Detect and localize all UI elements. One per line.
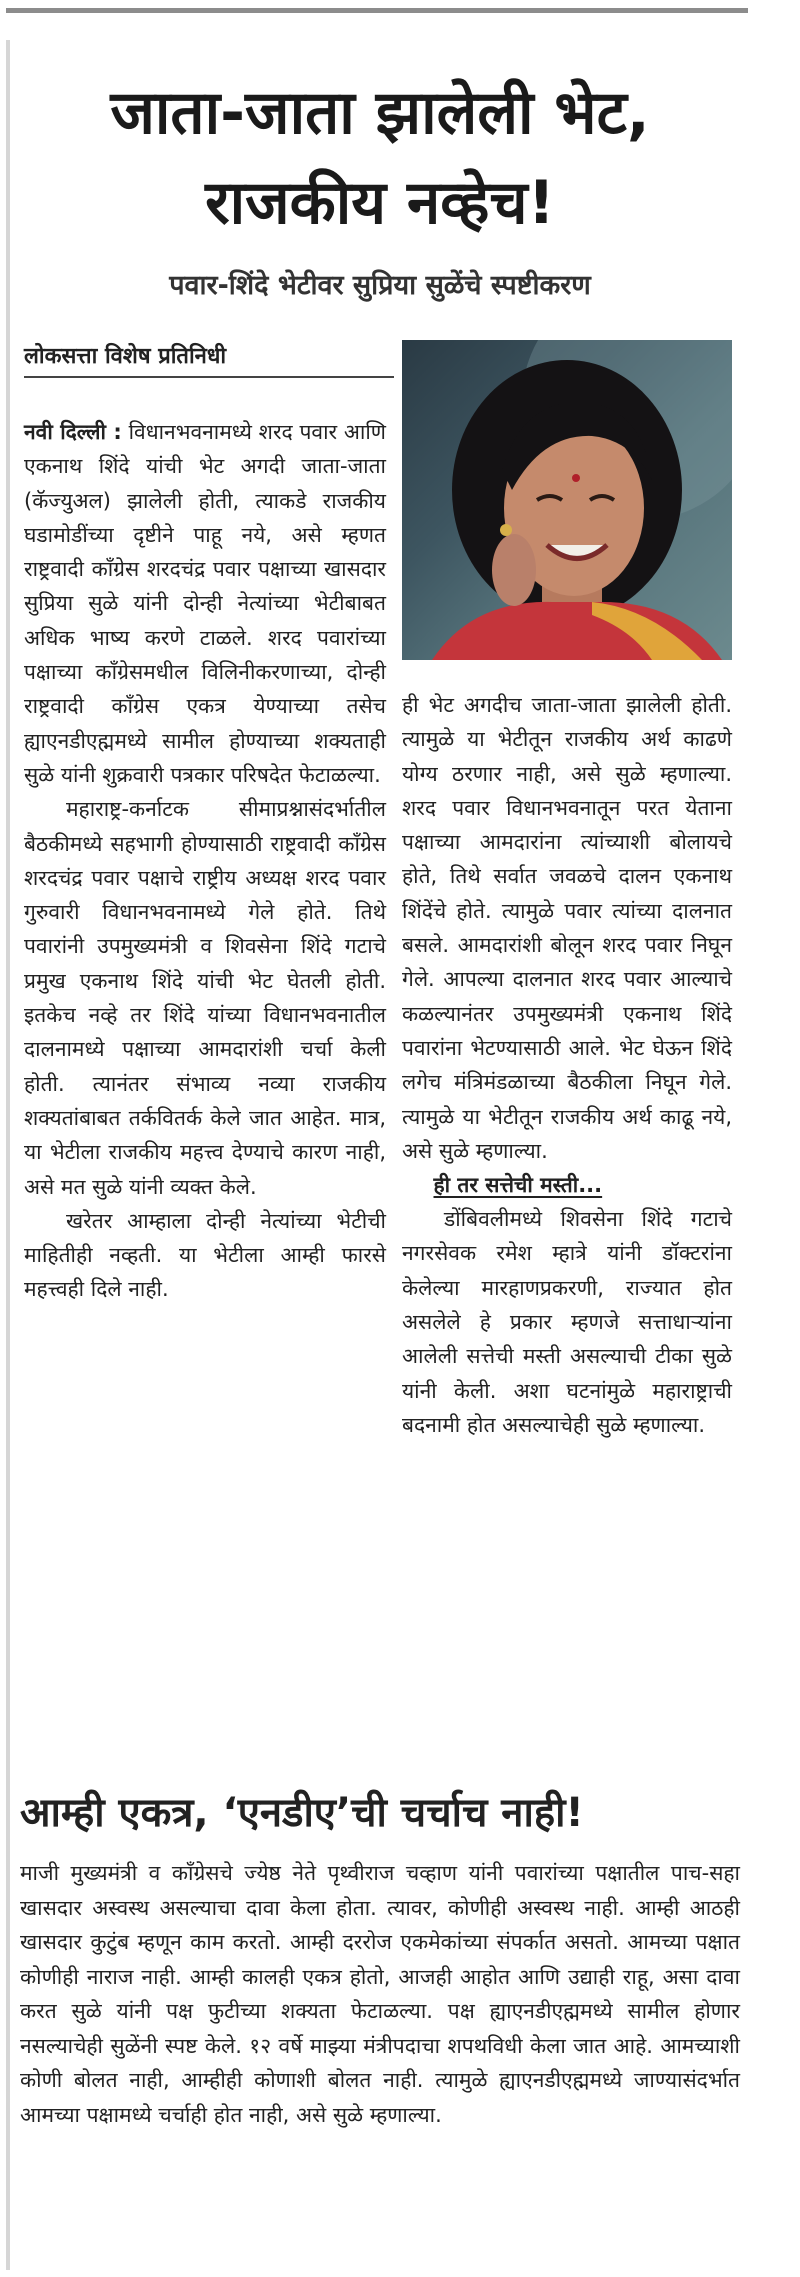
- article-paragraph-1-text: विधानभवनामध्ये शरद पवार आणि एकनाथ शिंदे यांची भेट अगदी जाता-जाता (कॅज्युअल) झालेली होती, त्याकडे राजकीय घडामोडींच्या दृष्टीने पाहू नये, असे म्हणत राष्ट्रवादी काँग्रेस शरदचंद्र पवार पक्षाच्या खासदार सुप्रिया सुळे यांनी दोन्ही नेत्यांच्या भेटीबाबत अधिक भाष्य करणे टाळले. शरद पवारांच्या पक्षाच्या काँग्रेसमधील विलिनीकरणाच्या, दोन्ही राष्ट्रवादी काँग्रेस एकत्र येण्याच्या तसेच ह्याएनडीएह्ममध्ये सामील होण्याच्या शक्यताही सुळे यांनी शुक्रवारी पत्रकार परिषदेत फेटाळल्या.: [24, 420, 386, 787]
- headline-line-1: जाता-जाता झालेली भेट,: [110, 78, 650, 148]
- section-subhead: ही तर सत्तेची मस्ती...: [433, 1173, 603, 1198]
- top-rule: [6, 8, 748, 13]
- article-paragraph-3: खरेतर आम्हाला दोन्ही नेत्यांच्या भेटीची माहितीही नव्हती. या भेटीला आम्ही फारसे महत्त्वही दिले नाही.: [24, 1208, 386, 1302]
- headline: [20, 68, 740, 248]
- article-column-left: [24, 415, 386, 1307]
- box-title: आम्ही एकत्र, ‘एनडीए’ची चर्चाच नाही!: [20, 1790, 584, 1836]
- article-column-right: [402, 688, 732, 1442]
- article-paragraph-5: डोंबिवलीमध्ये शिवसेना शिंदे गटाचे नगरसेवक रमेश म्हात्रे यांनी डॉक्टरांना केलेल्या मारहाणप्रकरणी, राज्यात होत असलेले हे प्रकार म्हणजे सत्ताधाऱ्यांना आलेली सत्तेची मस्ती असल्याची टीका सुळे यांनी केली. अशा घटनांमुळे महाराष्ट्राची बदनामी होत असल्याचेही सुळे म्हणाल्या.: [402, 1207, 732, 1437]
- headline-line-2: राजकीय नव्हेच!: [205, 168, 555, 238]
- box-paragraph: माजी मुख्यमंत्री व काँग्रेसचे ज्येष्ठ नेते पृथ्वीराज चव्हाण यांनी पवारांच्या पक्षातील पाच-सहा खासदार अस्वस्थ असल्याचा दावा केला होता. त्यावर, कोणीही अस्वस्थ नाही. आम्ही आठही खासदार कुटुंब म्हणून काम करतो. आम्ही दररोज एकमेकांच्या संपर्कात असतो. आमच्या पक्षात कोणीही नाराज नाही. आम्ही कालही एकत्र होतो, आजही आहोत आणि उद्याही राहू, असा दावा करत सुळे यांनी पक्ष फुटीच्या शक्यता फेटाळल्या. पक्ष ह्याएनडीएह्ममध्ये सामील होणार नसल्याचेही सुळेंनी स्पष्ट केले. १२ वर्षे माझ्या मंत्रीपदाचा शपथविधी केला जात आहे. आमच्याशी कोणी बोलत नाही, आम्हीही कोणाशी बोलत नाही. त्यामुळे ह्याएनडीएह्ममध्ये जाण्यासंदर्भात आमच्या पक्षामध्ये चर्चाही होत नाही, असे सुळे म्हणाल्या.: [20, 1861, 740, 2127]
- byline: लोकसत्ता विशेष प्रतिनिधी: [24, 342, 394, 378]
- article-paragraph-2: महाराष्ट्र-कर्नाटक सीमाप्रश्नासंदर्भातील बैठकीमध्ये सहभागी होण्यासाठी राष्ट्रवादी काँग्रेस शरदचंद्र पवार पक्षाचे राष्ट्रीय अध्यक्ष शरद पवार गुरुवारी विधानभवनामध्ये गेले होते. तिथे पवारांनी उपमुख्यमंत्री व शिवसेना शिंदे गटाचे प्रमुख एकनाथ शिंदे यांची भेट घेतली होती. इतकेच नव्हे तर शिंदे यांच्या विधानभवनातील दालनामध्ये पक्षाच्या आमदारांशी चर्चा केली होती. त्यानंतर संभाव्य नव्या राजकीय शक्यतांबाबत तर्कवितर्क केले जात आहेत. मात्र, या भेटीला राजकीय महत्त्व देण्याचे कारण नाही, असे मत सुळे यांनी व्यक्त केले.: [24, 797, 386, 1199]
- subheadline: पवार-शिंदे भेटीवर सुप्रिया सुळेंचे स्पष्टीकरण: [169, 270, 591, 301]
- box-body: [20, 1856, 740, 2132]
- portrait-illustration: [402, 340, 732, 660]
- article-paragraph-1: [24, 415, 386, 792]
- portrait-photo: [402, 340, 732, 660]
- dateline: नवी दिल्ली :: [24, 420, 122, 444]
- left-rule: [6, 40, 10, 2270]
- article-paragraph-4: ही भेट अगदीच जाता-जाता झालेली होती. त्यामुळे या भेटीतून राजकीय अर्थ काढणे योग्य ठरणार नाही, असे सुळे म्हणाल्या. शरद पवार विधानभवनातून परत येताना पक्षाच्या आमदारांना त्यांच्याशी बोलायचे होते, तिथे सर्वात जवळचे दालन एकनाथ शिंदेंचे होते. त्यामुळे पवार त्यांच्या दालनात बसले. आमदारांशी बोलून शरद पवार निघून गेले. आपल्या दालनात शरद पवार आल्याचे कळल्यानंतर उपमुख्यमंत्री एकनाथ शिंदे पवारांना भेटण्यासाठी आले. भेट घेऊन शिंदे लगेच मंत्रिमंडळाच्या बैठकीला निघून गेले. त्यामुळे या भेटीतून राजकीय अर्थ काढू नये, असे सुळे म्हणाल्या.: [402, 693, 732, 1163]
